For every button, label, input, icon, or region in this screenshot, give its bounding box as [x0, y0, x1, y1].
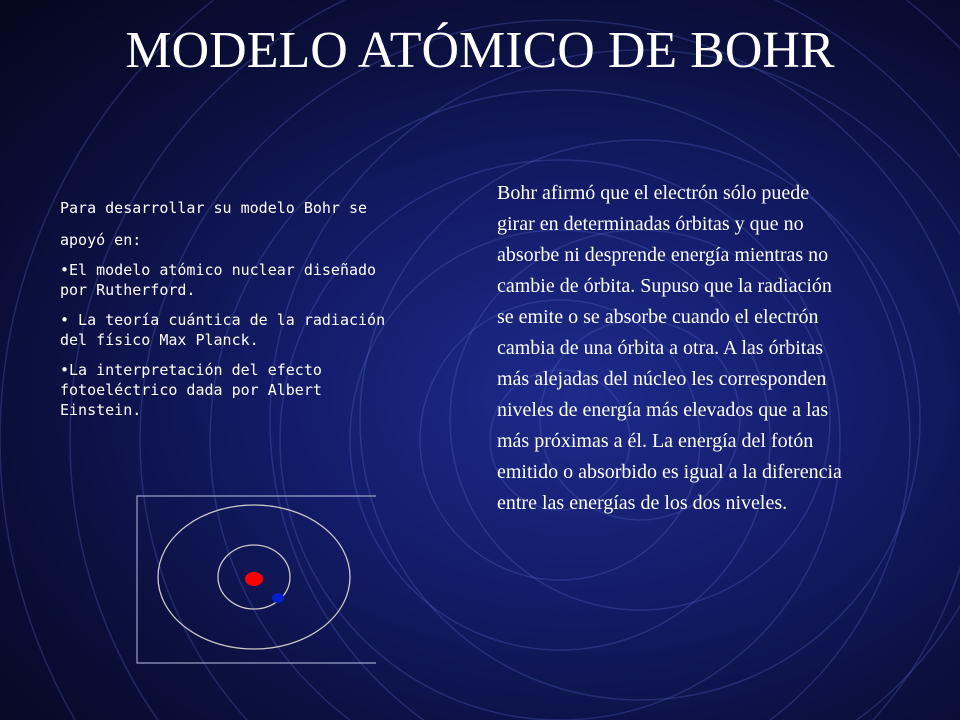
- bohr-explanation: Bohr afirmó que el electrón sólo puede girar en determinadas órbitas y que no absorbe ni desprende energía mientras no cambie de órbita. Supuso que la radiación se emite o se absorbe cuando el electrón cambia de una órbita a otra. A las órbitas más alejadas del núcleo les corresponden niveles de energía más elevados que a las más próximas a él. La energía del fotón emitido o absorbido es igual a la diferencia entre las energías de los dos niveles.: [497, 182, 842, 514]
- influences-list: [60, 192, 410, 430]
- slide-title: MODELO ATÓMICO DE BOHR: [125, 22, 835, 79]
- influence-item-einstein: •La interpretación del efecto fotoeléctrico dada por Albert Einstein.: [60, 361, 322, 419]
- influences-intro: Para desarrollar su modelo Bohr se apoyó en:: [60, 199, 368, 249]
- electron: [272, 593, 284, 603]
- influence-item-rutherford: •El modelo atómico nuclear diseñado por Rutherford.: [60, 261, 377, 299]
- influence-item-planck: • La teoría cuántica de la radiación del físico Max Planck.: [60, 311, 386, 349]
- bohr-atom-diagram: [136, 495, 378, 665]
- nucleus: [245, 572, 263, 586]
